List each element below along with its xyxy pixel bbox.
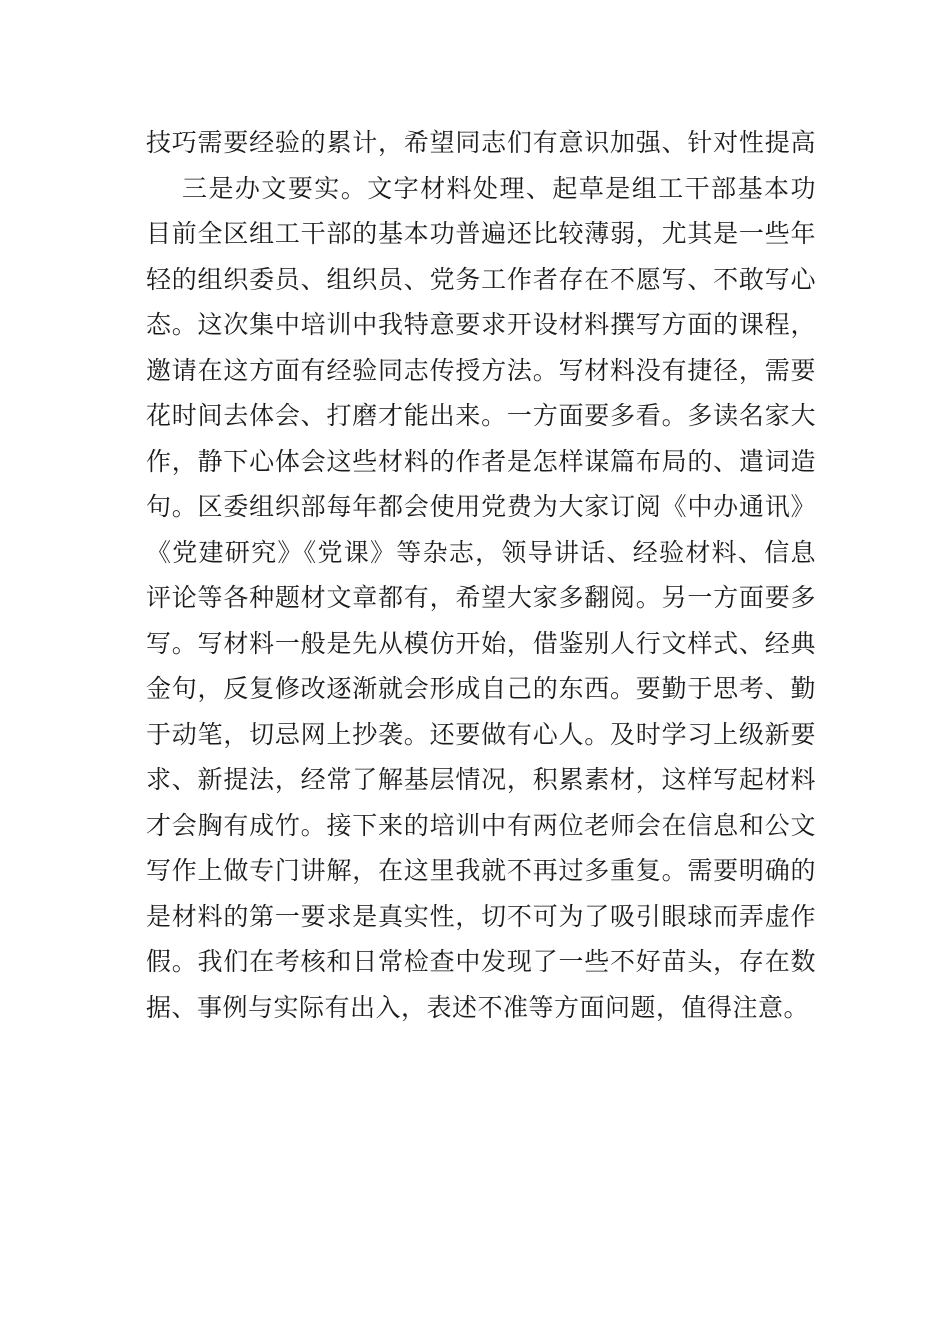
text-line: 目前全区组工干部的基本功普遍还比较薄弱，尤其是一些年 — [146, 219, 816, 248]
text-line: 写。写材料一般是先从模仿开始，借鉴别人行文样式、经典 — [146, 628, 816, 658]
text-line: 假。我们在考核和日常检查中发现了一些不好苗头，存在数 — [146, 947, 816, 976]
text-line: 技巧需要经验的累计，希望同志们有意识加强、针对性提高 — [146, 128, 816, 157]
text-line: 写作上做专门讲解，在这里我就不再过多重复。需要明确的 — [146, 856, 816, 885]
text-line: 三是办文要实。文字材料处理、起草是组工干部基本功 — [182, 173, 816, 203]
text-line: 花时间去体会、打磨才能出来。一方面要多看。多读名家大 — [146, 401, 816, 430]
text-line: 金句，反复修改逐渐就会形成自己的东西。要勤于思考、勤 — [146, 674, 816, 703]
text-line: 句。区委组织部每年都会使用党费为大家订阅《中办通讯》 — [146, 492, 816, 521]
text-line: 轻的组织委员、组织员、党务工作者存在不愿写、不敢写心 — [146, 264, 816, 294]
text-line: 是材料的第一要求是真实性，切不可为了吸引眼球而弄虚作 — [146, 901, 816, 931]
text-line: 于动笔，切忌网上抄袭。还要做有心人。及时学习上级新要 — [146, 719, 816, 749]
text-line: 态。这次集中培训中我特意要求开设材料撰写方面的课程， — [146, 310, 816, 339]
text-line: 据、事例与实际有出入，表述不准等方面问题，值得注意。 — [146, 992, 810, 1022]
text-line: 求、新提法，经常了解基层情况，积累素材，这样写起材料 — [146, 765, 816, 794]
body-text — [146, 120, 816, 1030]
text-line: 作，静下心体会这些材料的作者是怎样谋篇布局的、遣词造 — [146, 446, 816, 476]
text-line: 《党建研究》《党课》等杂志，领导讲话、经验材料、信息 — [146, 537, 816, 567]
text-line: 邀请在这方面有经验同志传授方法。写材料没有捷径，需要 — [146, 355, 816, 385]
text-line: 才会胸有成竹。接下来的培训中有两位老师会在信息和公文 — [146, 810, 816, 840]
text-line: 评论等各种题材文章都有，希望大家多翻阅。另一方面要多 — [146, 583, 816, 612]
